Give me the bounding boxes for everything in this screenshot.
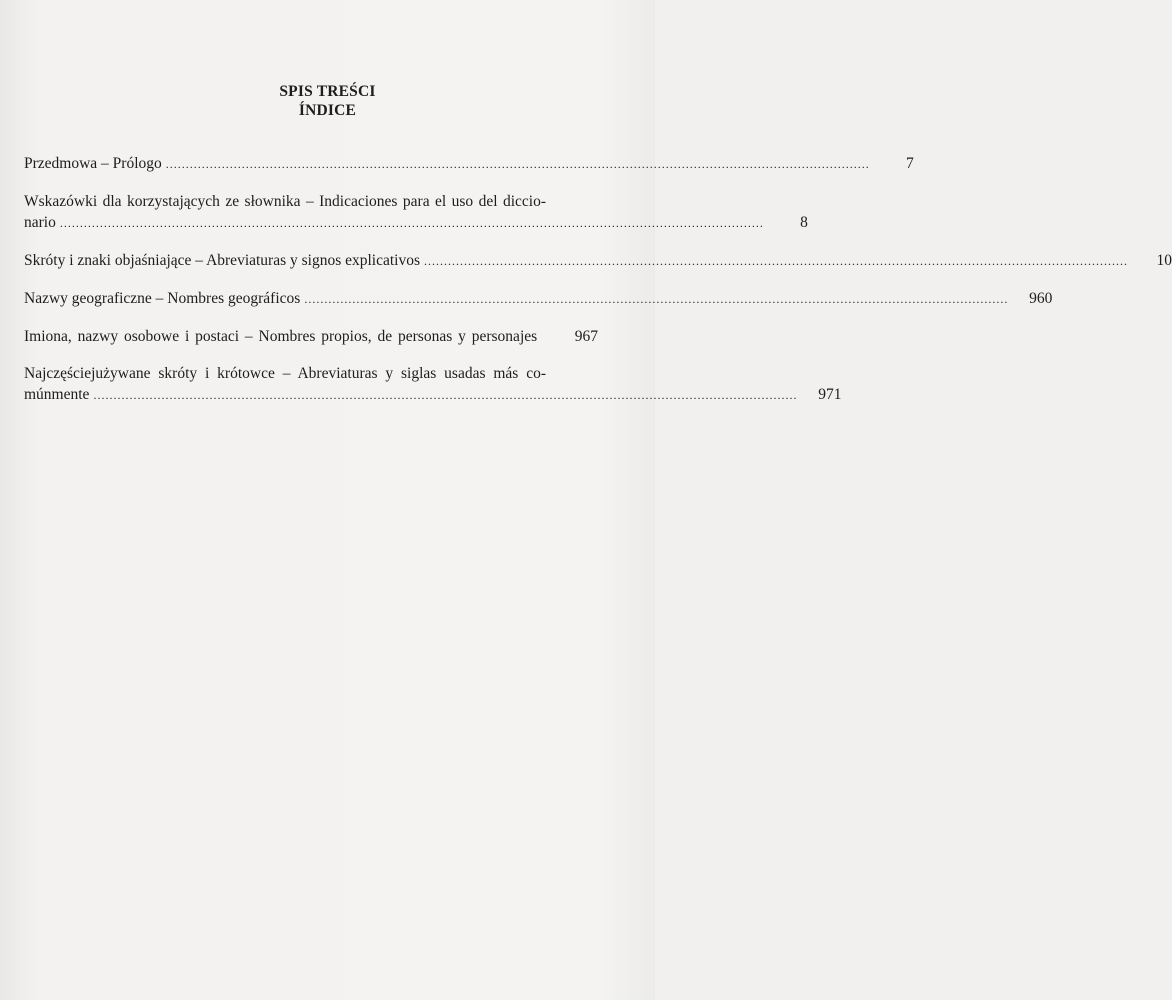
toc-entry-title: Najczęściejużywane skróty i krótowce – Abreviaturas y siglas usadas más co- <box>24 365 546 382</box>
dot-leader: ................................................................................................................................................................................ <box>59 216 764 230</box>
toc-entry-title: Przedmowa – Prólogo <box>24 155 162 172</box>
toc-entry <box>24 326 598 347</box>
dot-leader: ................................................................................................................................................................................ <box>424 254 1129 268</box>
dot-leader: ................................................................................................................................................................................ <box>165 157 870 171</box>
dot-leader: ................................................................................................................................................................................ <box>304 292 1009 306</box>
toc-entry-page: 971 <box>818 386 842 403</box>
toc-entry-title-continuation: nario <box>24 214 56 231</box>
toc-entry-title-continuation: múnmente <box>24 386 90 403</box>
toc-entry <box>24 153 914 175</box>
toc-entry-page: 7 <box>906 155 914 172</box>
toc-entry-page: 967 <box>574 328 598 345</box>
heading-spanish: ÍNDICE <box>298 102 357 119</box>
toc-entry <box>24 250 1172 272</box>
table-of-contents <box>24 153 1172 422</box>
toc-entry-title: Wskazówki dla korzystających ze słownika – Indicaciones para el uso del diccio- <box>24 193 546 210</box>
toc-entry-title: Imiona, nazwy osobowe i postaci – Nombres propios, de personas y personajes <box>24 328 538 345</box>
toc-entry-page: 960 <box>1029 290 1053 307</box>
dot-leader: ................................................................................................................................................................................ <box>93 388 798 402</box>
toc-entry <box>24 363 842 406</box>
page-heading <box>0 82 655 120</box>
toc-entry-title: Skróty i znaki objaśniające – Abreviaturas y signos explicativos <box>24 252 421 269</box>
toc-entry <box>24 191 808 234</box>
toc-entry <box>24 288 1053 310</box>
heading-polish: SPIS TREŚCI <box>279 83 376 100</box>
toc-entry-title: Nazwy geograficzne – Nombres geográficos <box>24 290 301 307</box>
toc-entry-page: 10 <box>1156 252 1172 269</box>
toc-entry-page: 8 <box>800 214 808 231</box>
